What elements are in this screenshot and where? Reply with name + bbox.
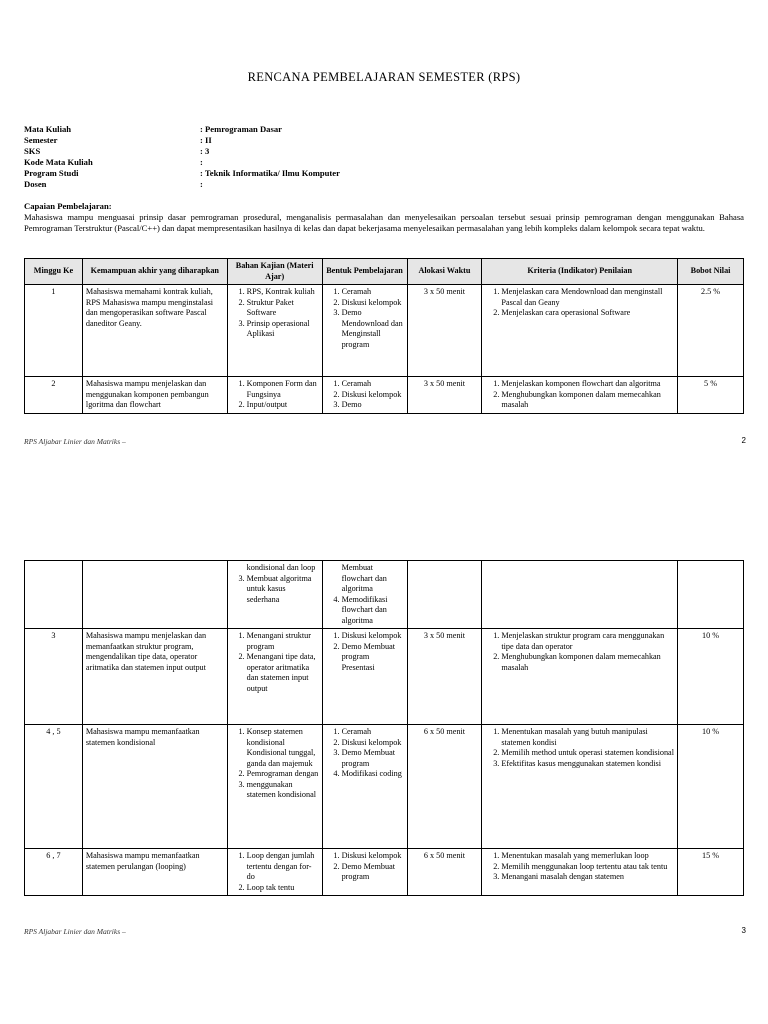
meta-row: [24, 135, 340, 146]
weight-cell: 2.5 %: [678, 285, 744, 377]
list-item: 1. Konsep statemen kondisional Kondisional tunggal, ganda dan majemuk: [247, 727, 319, 769]
meta-label: Kode Mata Kuliah: [24, 157, 93, 167]
list-item: 2. Struktur Paket Software: [247, 298, 319, 319]
list-item: 3. Menangani masalah dengan statemen: [501, 872, 674, 883]
forms-cell: [322, 629, 407, 725]
meta-value: : 3: [200, 146, 210, 156]
list-item: 3. menggunakan statemen kondisional: [247, 780, 319, 801]
list-item: 1. Ceramah: [342, 727, 404, 738]
week-cell: 4 , 5: [25, 725, 83, 849]
time-cell: 3 x 50 menit: [407, 629, 482, 725]
ability-cell: Mahasiswa memahami kontrak kuliah, RPS Mahasiswa mampu menginstalasi dan mengoperasikan software Pascal daneditor Geany.: [82, 285, 227, 377]
list-item: 3. Prinsip operasional Aplikasi: [247, 319, 319, 340]
weight-cell: 5 %: [678, 377, 744, 414]
list-item: 2. Diskusi kelompok: [342, 738, 404, 749]
list-item: 1. Ceramah: [342, 379, 404, 390]
list-item: 4. Memodifikasi flowchart dan algoritma: [342, 595, 404, 627]
materials-cell: [227, 725, 322, 849]
header-weight: Bobot Nilai: [678, 259, 744, 285]
list-item: 1. Menjelaskan komponen flowchart dan algoritma: [501, 379, 674, 390]
ability-cell: Mahasiswa mampu memanfaatkan statemen kondisional: [82, 725, 227, 849]
forms-cell: [322, 849, 407, 896]
document-page-1: [0, 0, 768, 460]
table-row: [25, 377, 744, 414]
meta-label: SKS: [24, 146, 41, 156]
rps-table-page2: [24, 560, 744, 896]
list-item: 3. Demo: [342, 400, 404, 411]
weight-cell: [678, 561, 744, 629]
forms-cont-text: Membuat flowchart dan algoritma: [341, 563, 387, 593]
materials-cell: [227, 561, 322, 629]
week-cell: 6 , 7: [25, 849, 83, 896]
list-item: 2. Menangani tipe data, operator aritmatika dan statemen input output: [247, 652, 319, 694]
table-row: [25, 849, 744, 896]
meta-label: Semester: [24, 135, 58, 145]
page-footer: RPS Aljabar Linier dan Matriks –: [24, 927, 126, 936]
header-ability: Kemampuan akhir yang diharapkan: [82, 259, 227, 285]
forms-cell: [322, 377, 407, 414]
page-footer: RPS Aljabar Linier dan Matriks –: [24, 437, 126, 446]
criteria-cell: [482, 377, 678, 414]
list-item: 3. Membuat algoritma untuk kasus sederhana: [247, 574, 319, 606]
table-header-row: [25, 259, 744, 285]
weight-cell: 10 %: [678, 629, 744, 725]
time-cell: 3 x 50 menit: [407, 377, 482, 414]
meta-row: [24, 179, 340, 190]
list-item: 1. Menentukan masalah yang memerlukan loop: [501, 851, 674, 862]
meta-value: : II: [200, 135, 212, 145]
list-item: 3. Demo Membuat program: [342, 748, 404, 769]
header-week: Minggu Ke: [25, 259, 83, 285]
time-cell: 3 x 50 menit: [407, 285, 482, 377]
table-row-continued: [25, 561, 744, 629]
time-cell: [407, 561, 482, 629]
materials-cell: [227, 377, 322, 414]
list-item: 2. Menghubungkan komponen dalam memecahkan masalah: [501, 652, 674, 673]
list-item: 1. Diskusi kelompok: [342, 851, 404, 862]
table-row: [25, 629, 744, 725]
list-item: 2. Memilih menggunakan loop tertentu atau tak tentu: [501, 862, 674, 873]
list-item: 2. Diskusi kelompok: [342, 390, 404, 401]
course-meta: [24, 124, 340, 190]
meta-label: Mata Kuliah: [24, 124, 72, 134]
list-item: 1. Loop dengan jumlah tertentu dengan for-do: [247, 851, 319, 883]
header-criteria: Kriteria (Indikator) Penilaian: [482, 259, 678, 285]
materials-cell: [227, 285, 322, 377]
page-number: 3: [741, 926, 746, 935]
meta-value: : Teknik Informatika/ Ilmu Komputer: [200, 168, 340, 178]
time-cell: 6 x 50 menit: [407, 725, 482, 849]
ability-cell: Mahasiswa mampu memanfaatkan statemen perulangan (looping): [82, 849, 227, 896]
list-item: 2. Loop tak tentu: [247, 883, 319, 894]
header-forms: Bentuk Pembelajaran: [322, 259, 407, 285]
meta-value: :: [200, 179, 203, 189]
list-item: 2. Menjelaskan cara operasional Software: [501, 308, 674, 319]
list-item: 2. Demo Membuat program: [342, 862, 404, 883]
criteria-cell: [482, 725, 678, 849]
capaian-text: Mahasiswa mampu menguasai prinsip dasar pemrograman prosedural, menganalisis permasalahan dan menyelesaikan persoalan tersebut sesuai prinsip pemrograman dengan menggunakan Bahasa Pemrograman Terstruktur (Pascal/C++) dan dapat mempresentasikan hasilnya di kelas dan dapat bekerjasama menyelesaikan permasalahan yang lebih kompleks dalam kelompok secara tepat waktu.: [24, 212, 744, 233]
list-item: 2. Pemrograman dengan: [247, 769, 319, 780]
header-materials: Bahan Kajian (Materi Ajar): [227, 259, 322, 285]
criteria-cell: [482, 849, 678, 896]
week-cell: 1: [25, 285, 83, 377]
week-cell: 3: [25, 629, 83, 725]
table-row: [25, 285, 744, 377]
forms-cell: [322, 725, 407, 849]
list-item: 4. Modifikasi coding: [342, 769, 404, 780]
list-item: 1. Menjelaskan cara Mendownload dan menginstall Pascal dan Geany: [501, 287, 674, 308]
rps-table-page2-clip: [24, 560, 744, 906]
weight-cell: 15 %: [678, 849, 744, 896]
list-item: 2. Diskusi kelompok: [342, 298, 404, 309]
list-item: 1. Menentukan masalah yang butuh manipulasi statemen kondisi: [501, 727, 674, 748]
page-gap: [0, 460, 768, 548]
list-item: 3. Efektifitas kasus menggunakan statemen kondisi: [501, 759, 674, 770]
materials-cell: [227, 629, 322, 725]
ability-cell: [82, 561, 227, 629]
list-item: 1. Komponen Form dan Fungsinya: [247, 379, 319, 400]
meta-row: [24, 168, 340, 179]
materials-cell: [227, 849, 322, 896]
materials-cont-text: kondisional dan loop: [246, 563, 316, 572]
list-item: 2. Demo Membuat program Presentasi: [342, 642, 404, 674]
list-item: 3. Demo Mendownload dan Menginstall program: [342, 308, 404, 350]
forms-cell: [322, 285, 407, 377]
document-page-2: [0, 548, 768, 1024]
criteria-cell: [482, 285, 678, 377]
meta-row: [24, 124, 340, 135]
table-row: [25, 725, 744, 849]
week-cell: 2: [25, 377, 83, 414]
meta-label: Program Studi: [24, 168, 79, 178]
capaian-title: Capaian Pembelajaran:: [24, 201, 112, 211]
meta-label: Dosen: [24, 179, 47, 189]
meta-row: [24, 146, 340, 157]
weight-cell: 10 %: [678, 725, 744, 849]
list-item: 2. Memilih method untuk operasi statemen kondisional: [501, 748, 674, 759]
list-item: 1. Ceramah: [342, 287, 404, 298]
list-item: 1. RPS, Kontrak kuliah: [247, 287, 319, 298]
list-item: 2. Input/output: [247, 400, 319, 411]
list-item: 2. Menghubungkan komponen dalam memecahkan masalah: [501, 390, 674, 411]
meta-value: :: [200, 157, 203, 167]
criteria-cell: [482, 629, 678, 725]
criteria-cell: [482, 561, 678, 629]
list-item: 1. Diskusi kelompok: [342, 631, 404, 642]
document-title: RENCANA PEMBELAJARAN SEMESTER (RPS): [247, 70, 521, 84]
list-item: 1. Menangani struktur program: [247, 631, 319, 652]
meta-row: [24, 157, 340, 168]
rps-table-page1-clip: [24, 258, 744, 416]
week-cell: [25, 561, 83, 629]
ability-cell: Mahasiswa mampu menjelaskan dan memanfaatkan struktur program, mengendalikan tipe data, operator aritmatika dan statemen input output: [82, 629, 227, 725]
list-item: 1. Menjelaskan struktur program cara menggunakan tipe data dan operator: [501, 631, 674, 652]
header-time: Alokasi Waktu: [407, 259, 482, 285]
rps-table-page1: [24, 258, 744, 414]
ability-cell: Mahasiswa mampu menjelaskan dan menggunakan komponen pembangun lgoritma dan flowchart: [82, 377, 227, 414]
time-cell: 6 x 50 menit: [407, 849, 482, 896]
meta-value: : Pemrograman Dasar: [200, 124, 282, 134]
page-number: 2: [741, 436, 746, 445]
forms-cell: [322, 561, 407, 629]
